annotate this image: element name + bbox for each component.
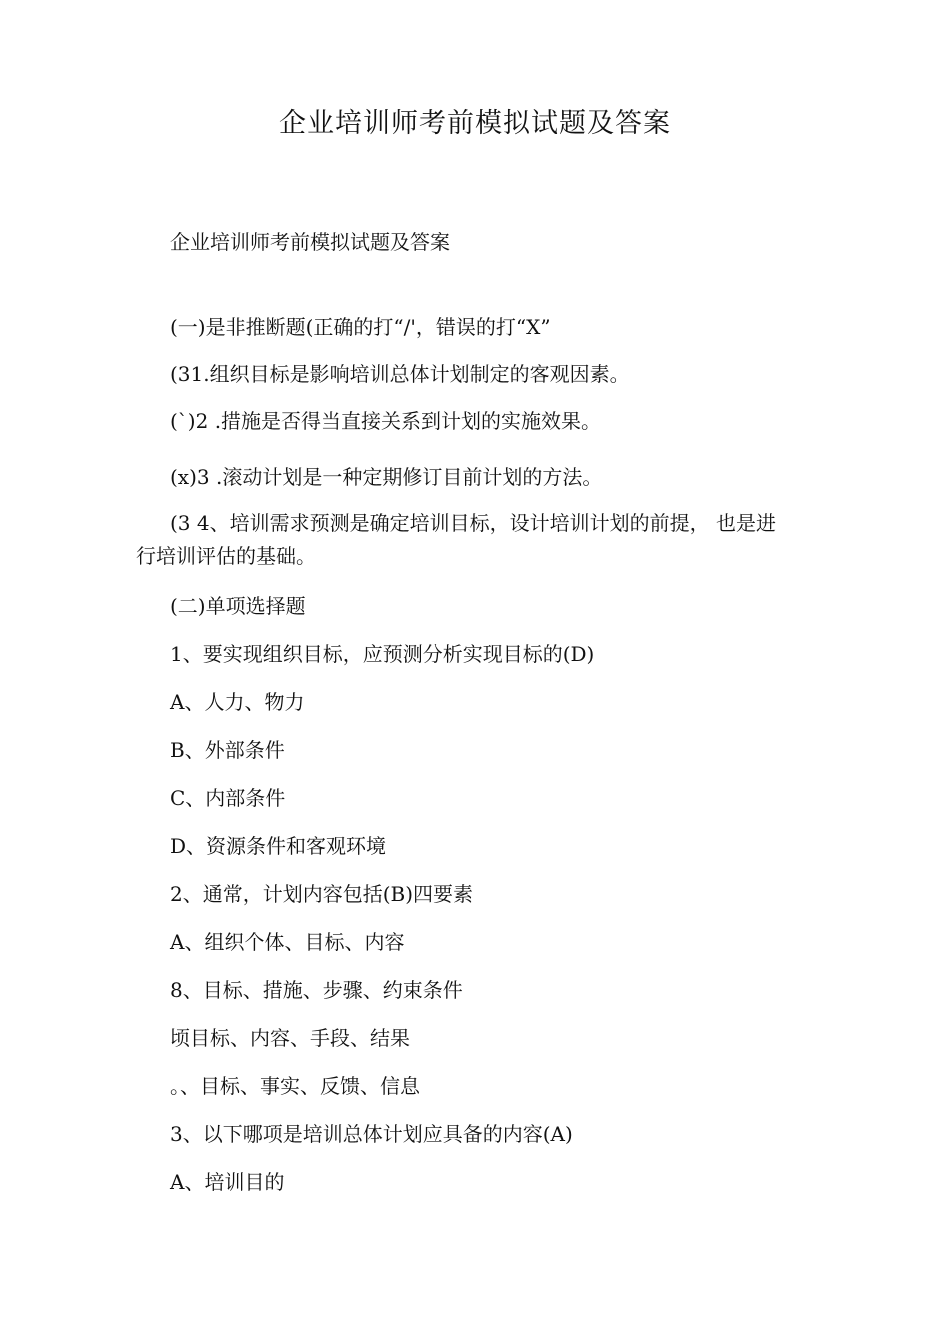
question-line: (x)3 .滚动计划是一种定期修订目前计划的方法。 (170, 465, 603, 489)
option-line: D、资源条件和客观环境 (170, 834, 387, 858)
question-line: (3 4、培训需求预测是确定培训目标，设计培训计划的前提， 也是进 (170, 511, 776, 535)
section-heading-true-false: (一)是非推断题(正确的打“/'，错误的打“X” (170, 315, 551, 339)
option-line: C、内部条件 (170, 786, 286, 810)
option-line: A、组织个体、目标、内容 (170, 930, 405, 954)
subtitle-line: 企业培训师考前模拟试题及答案 (170, 230, 450, 254)
document-title: 企业培训师考前模拟试题及答案 (279, 108, 671, 139)
option-line: 。、目标、事实、反馈、信息 (170, 1074, 420, 1098)
option-line: 8、目标、措施、步骤、约束条件 (170, 978, 463, 1002)
question-line-continued: 行培训评估的基础。 (136, 544, 316, 568)
option-line: B、外部条件 (170, 738, 285, 762)
question-line: (31.组织目标是影响培训总体计划制定的客观因素。 (170, 362, 630, 386)
question-line: 2、通常，计划内容包括(B)四要素 (170, 882, 474, 906)
question-line: (`)2 .措施是否得当直接关系到计划的实施效果。 (170, 409, 602, 433)
section-heading-single-choice: (二)单项选择题 (170, 594, 306, 618)
option-line: A、培训目的 (170, 1170, 285, 1194)
option-line: A、人力、物力 (170, 690, 305, 714)
question-line: 3、以下哪项是培训总体计划应具备的内容(A) (170, 1122, 573, 1146)
option-line: 顷目标、内容、手段、结果 (170, 1026, 410, 1050)
question-line: 1、要实现组织目标，应预测分析实现目标的(D) (170, 642, 595, 666)
